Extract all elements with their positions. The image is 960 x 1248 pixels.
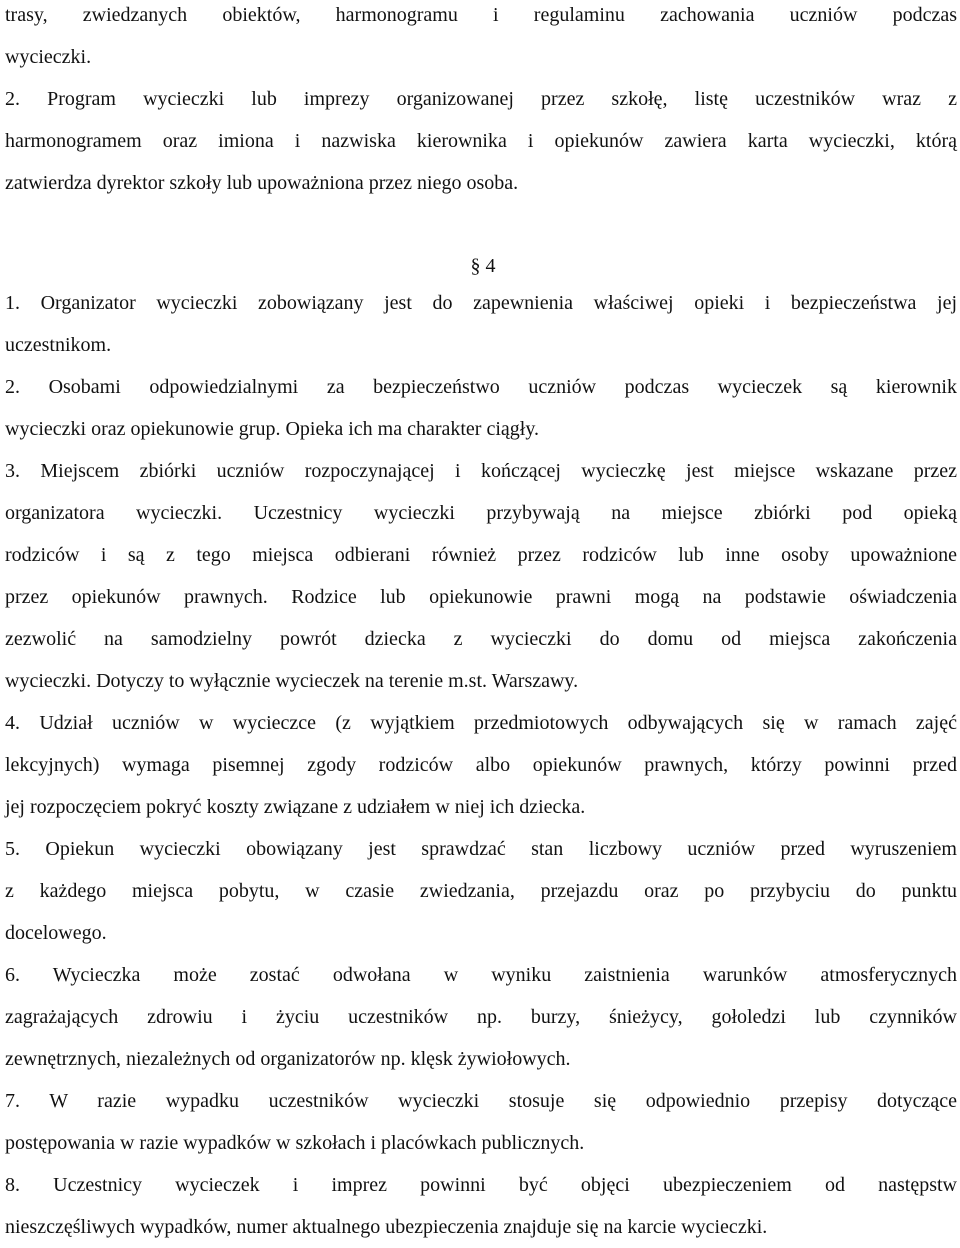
paragraph-line: lekcyjnych) wymaga pisemnej zgody rodziców albo opiekunów prawnych, którzy powinni przed bbox=[5, 754, 957, 776]
paragraph-line: nieszczęśliwych wypadków, numer aktualnego ubezpieczenia znajduje się na karcie wycieczki. bbox=[5, 1216, 768, 1238]
paragraph-line: 7. W razie wypadku uczestników wycieczki stosuje się odpowiednio przepisy dotyczące bbox=[5, 1090, 957, 1112]
paragraph-line: 2. Program wycieczki lub imprezy organizowanej przez szkołę, listę uczestników wraz z bbox=[5, 88, 957, 110]
paragraph-line: docelowego. bbox=[5, 922, 107, 944]
paragraph-line: wycieczki. Dotyczy to wyłącznie wycieczek na terenie m.st. Warszawy. bbox=[5, 670, 579, 692]
paragraph-line: rodziców i są z tego miejsca odbierani również przez rodziców lub inne osoby upoważnione bbox=[5, 544, 957, 566]
paragraph-line: jej rozpoczęciem pokryć koszty związane z udziałem w niej ich dziecka. bbox=[5, 796, 586, 818]
section-3-continuation bbox=[5, 0, 957, 204]
paragraph-line: 6. Wycieczka może zostać odwołana w wyniku zaistnienia warunków atmosferycznych bbox=[5, 964, 957, 986]
paragraph-line: przez opiekunów prawnych. Rodzice lub opiekunowie prawni mogą na podstawie oświadczenia bbox=[5, 586, 957, 608]
section-heading: § 4 bbox=[470, 255, 496, 277]
paragraph-line: postępowania w razie wypadków w szkołach i placówkach publicznych. bbox=[5, 1132, 585, 1154]
paragraph-line: zewnętrznych, niezależnych od organizatorów np. klęsk żywiołowych. bbox=[5, 1048, 571, 1070]
paragraph-line: z każdego miejsca pobytu, w czasie zwiedzania, przejazdu oraz po przybyciu do punktu bbox=[5, 880, 957, 902]
paragraph-line: 5. Opiekun wycieczki obowiązany jest sprawdzać stan liczbowy uczniów przed wyruszeniem bbox=[5, 838, 957, 860]
paragraph-line: organizatora wycieczki. Uczestnicy wycieczki przybywają na miejsce zbiórki pod opieką bbox=[5, 502, 957, 524]
paragraph-line: harmonogramem oraz imiona i nazwiska kierownika i opiekunów zawiera karta wycieczki, którą bbox=[5, 130, 957, 152]
paragraph-line: 3. Miejscem zbiórki uczniów rozpoczynającej i kończącej wycieczkę jest miejsce wskazane przez bbox=[5, 460, 957, 482]
paragraph-line: 4. Udział uczniów w wycieczce (z wyjątkiem przedmiotowych odbywających się w ramach zajęć bbox=[5, 712, 957, 734]
paragraph-line: 2. Osobami odpowiedzialnymi za bezpieczeństwo uczniów podczas wycieczek są kierownik bbox=[5, 376, 957, 398]
paragraph-line: zezwolić na samodzielny powrót dziecka z wycieczki do domu od miejsca zakończenia bbox=[5, 628, 957, 650]
paragraph-line: zagrażających zdrowiu i życiu uczestników np. burzy, śnieżycy, gołoledzi lub czynników bbox=[5, 1006, 957, 1028]
paragraph-line: wycieczki. bbox=[5, 46, 92, 68]
paragraph-line: zatwierdza dyrektor szkoły lub upoważniona przez niego osoba. bbox=[5, 172, 519, 194]
section-4 bbox=[5, 250, 957, 1248]
paragraph-line: wycieczki oraz opiekunowie grup. Opieka ich ma charakter ciągły. bbox=[5, 418, 540, 440]
paragraph-line: 8. Uczestnicy wycieczek i imprez powinni być objęci ubezpieczeniem od następstw bbox=[5, 1174, 957, 1196]
paragraph-line: uczestnikom. bbox=[5, 334, 112, 356]
paragraph-line: 1. Organizator wycieczki zobowiązany jest do zapewnienia właściwej opieki i bezpieczeństwa jej bbox=[5, 292, 957, 314]
paragraph-line: trasy, zwiedzanych obiektów, harmonogramu i regulaminu zachowania uczniów podczas bbox=[5, 4, 957, 26]
